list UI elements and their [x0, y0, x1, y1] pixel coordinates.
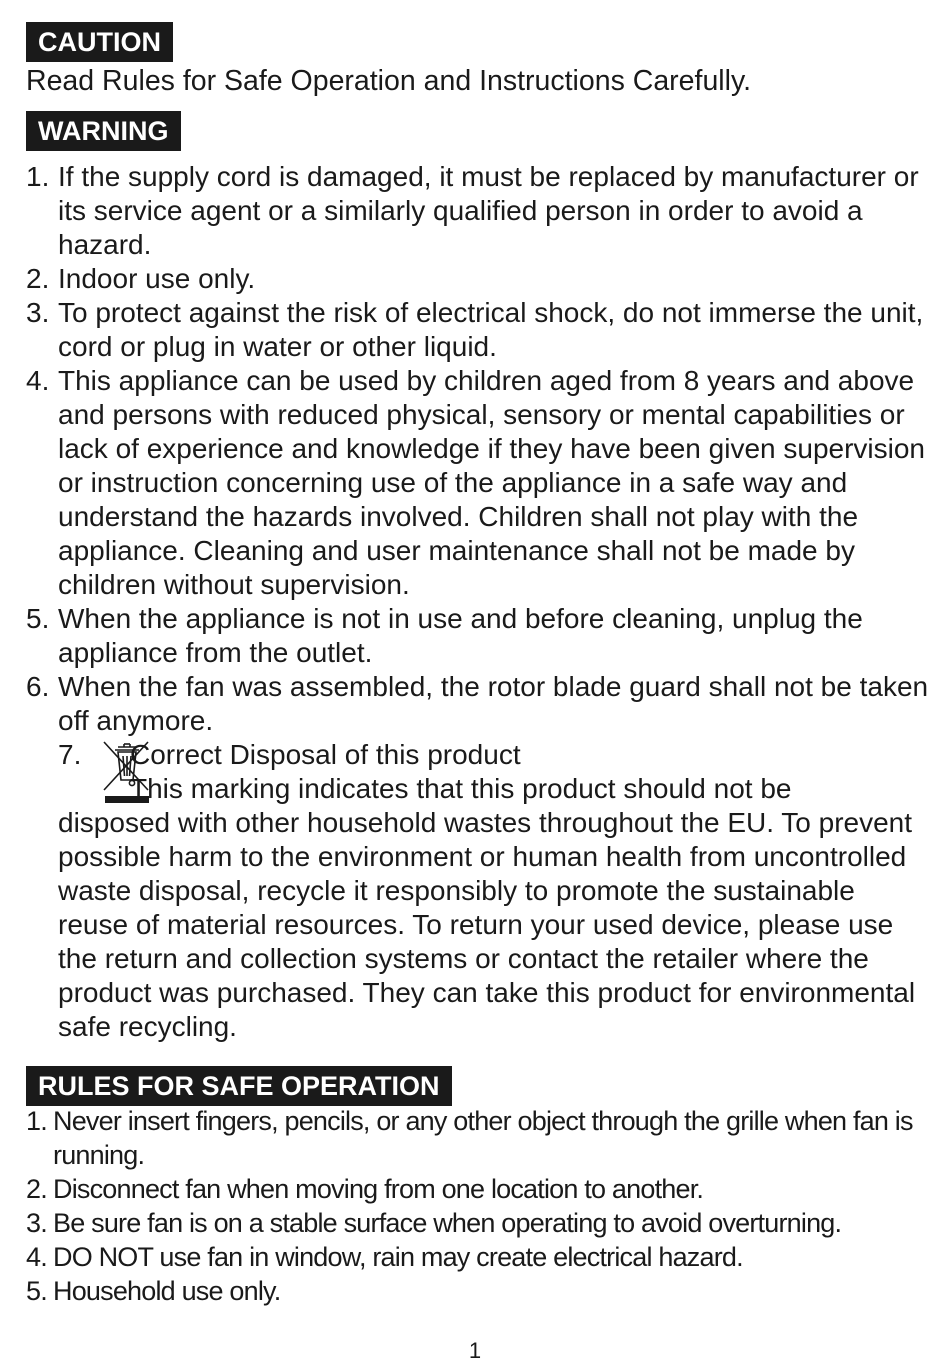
rule-item-number: 1. — [26, 1106, 47, 1136]
warning-item-5 — [26, 602, 931, 670]
warning-item-1 — [26, 160, 931, 262]
rule-item-3 — [26, 1206, 931, 1240]
rule-item-text: DO NOT use fan in window, rain may create electrical hazard. — [53, 1242, 743, 1272]
warning-item-number: 7. — [58, 739, 82, 770]
warning-item-text: If the supply cord is damaged, it must be replaced by manufacturer or its service agent or a similarly qualified person in order to avoid a hazard. — [58, 161, 919, 260]
disposal-heading: Correct Disposal of this product — [130, 739, 521, 770]
caution-label: CAUTION — [26, 22, 173, 62]
rule-item-number: 5. — [26, 1276, 47, 1306]
rule-item-2 — [26, 1172, 931, 1206]
warning-item-6 — [26, 670, 931, 738]
warning-item-text: This appliance can be used by children aged from 8 years and above and persons with reduced physical, sensory or mental capabilities or lack of experience and knowledge if they have been given supervision or instruction concerning use of the appliance in a safe way and understand the hazards involved. Children shall not play with the appliance. Cleaning and user maintenance shall not be made by children without supervision. — [58, 365, 926, 600]
rule-item-text: Household use only. — [53, 1276, 281, 1306]
disposal-text-first-line: This marking indicates that this product should not be — [130, 773, 792, 804]
warning-item-number: 4. — [26, 365, 50, 396]
rule-item-4 — [26, 1240, 931, 1274]
warning-item-3 — [26, 296, 931, 364]
rule-item-text: Never insert fingers, pencils, or any other object through the grille when fan is running. — [53, 1106, 913, 1170]
rules-label: RULES FOR SAFE OPERATION — [26, 1066, 452, 1106]
warning-item-4 — [26, 364, 931, 602]
warning-item-number: 2. — [26, 263, 50, 294]
rule-item-text: Disconnect fan when moving from one location to another. — [53, 1174, 704, 1204]
warning-item-number: 1. — [26, 161, 50, 192]
warning-label: WARNING — [26, 111, 181, 151]
disposal-text-body: disposed with other household wastes throughout the EU. To prevent possible harm to the environment or human health from uncontrolled waste disposal, recycle it responsibly to promote the sustainable reuse of material resources. To return your used device, please use the return and collection systems or contact the retailer where the product was purchased. They can take this product for environmental safe recycling. — [58, 807, 916, 1042]
warning-item-number: 6. — [26, 671, 50, 702]
warning-item-7-disposal — [26, 738, 931, 1044]
warning-item-2 — [26, 262, 931, 296]
rule-item-1 — [26, 1104, 931, 1172]
rules-list — [26, 1104, 931, 1308]
warning-item-number: 5. — [26, 603, 50, 634]
rule-item-text: Be sure fan is on a stable surface when operating to avoid overturning. — [53, 1208, 842, 1238]
warning-item-number: 3. — [26, 297, 50, 328]
page-number: 1 — [468, 1338, 482, 1363]
rule-item-number: 4. — [26, 1242, 47, 1272]
warning-item-text: When the appliance is not in use and before cleaning, unplug the appliance from the outlet. — [58, 603, 863, 668]
warning-item-text: Indoor use only. — [58, 263, 256, 294]
rule-item-5 — [26, 1274, 931, 1308]
disposal-heading-block — [58, 738, 931, 806]
warning-item-text: To protect against the risk of electrical shock, do not immerse the unit, cord or plug in water or other liquid. — [58, 297, 924, 362]
warning-list — [26, 160, 931, 1044]
warning-item-text: When the fan was assembled, the rotor blade guard shall not be taken off anymore. — [58, 671, 929, 736]
caution-intro-text: Read Rules for Safe Operation and Instructions Carefully. — [26, 65, 752, 97]
rule-item-number: 3. — [26, 1208, 47, 1238]
rule-item-number: 2. — [26, 1174, 47, 1204]
